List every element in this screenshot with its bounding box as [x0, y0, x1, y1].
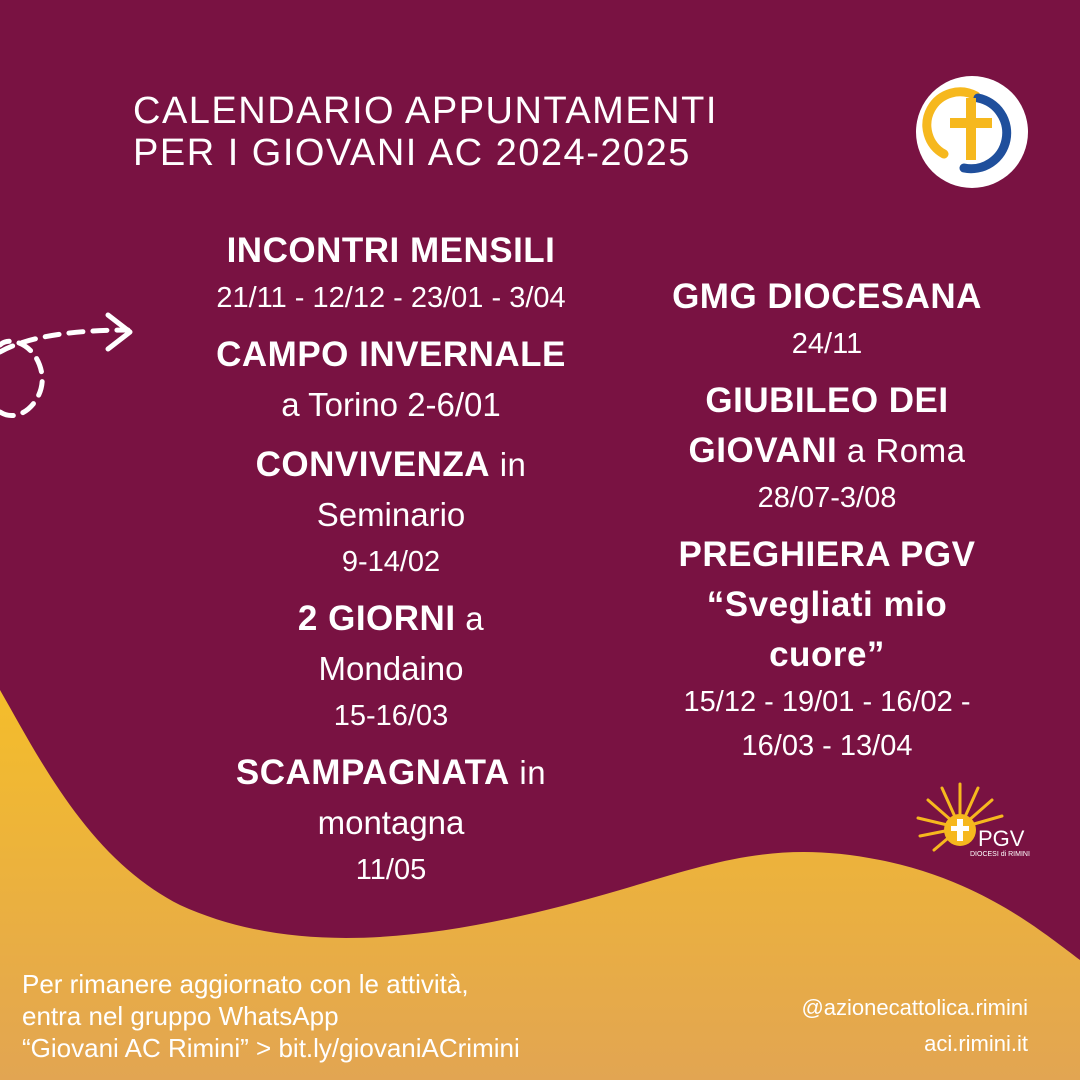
- event-gmg-diocesana: [646, 272, 1008, 366]
- event-title-suffix: in: [509, 754, 547, 791]
- event-title: 2 GIORNI: [297, 599, 456, 638]
- event-preghiera-pgv: [646, 530, 1008, 768]
- event-details: a Torino 2-6/01: [281, 386, 501, 423]
- event-dates: 9-14/02: [341, 546, 441, 578]
- ac-logo-icon: [916, 76, 1028, 188]
- dashed-loop-arrow-icon: [0, 330, 128, 416]
- event-giubileo: [646, 376, 1008, 520]
- footer-line-2: entra nel gruppo WhatsApp: [22, 1001, 339, 1031]
- event-title: CONVIVENZA: [255, 445, 491, 484]
- event-dates: 11/05: [355, 854, 427, 886]
- event-2-giorni: [176, 594, 606, 738]
- left-events-column: [176, 226, 606, 892]
- instagram-handle[interactable]: @azionecattolica.rimini: [801, 995, 1028, 1020]
- event-title-suffix: a Roma: [837, 432, 966, 469]
- event-dates: 15-16/03: [333, 700, 449, 732]
- event-dates: 28/07-3/08: [757, 482, 897, 514]
- page-title: [133, 90, 718, 174]
- event-dates: 21/11 - 12/12 - 23/01 - 3/04: [216, 282, 566, 314]
- title-line-2: PER I GIOVANI AC 2024-2025: [133, 132, 691, 174]
- event-dates-1: 15/12 - 19/01 - 16/02 -: [683, 686, 971, 718]
- event-title: PREGHIERA PGV: [678, 535, 976, 574]
- event-subtitle-1: “Svegliati mio: [706, 585, 948, 624]
- event-title: GMG DIOCESANA: [672, 277, 982, 316]
- event-incontri-mensili: [176, 226, 606, 320]
- event-campo-invernale: [176, 330, 606, 430]
- event-title-2: GIOVANI: [688, 431, 838, 470]
- event-scampagnata: [176, 748, 606, 892]
- footer-whatsapp-info: [22, 968, 520, 1064]
- ac-logo: [916, 76, 1028, 188]
- event-title: GIUBILEO DEI: [705, 381, 949, 420]
- event-dates-2: 16/03 - 13/04: [741, 730, 913, 762]
- event-title-suffix: a: [455, 600, 485, 637]
- event-subtitle-2: cuore”: [769, 635, 885, 674]
- right-events-column: [646, 272, 1008, 768]
- pgv-logo: [912, 776, 1032, 864]
- footer-contacts: [801, 990, 1028, 1062]
- pgv-logo-subtext: DIOCESI di RIMINI: [970, 851, 1030, 858]
- event-dates: 24/11: [791, 328, 863, 360]
- footer-line-1: Per rimanere aggiornato con le attività,: [22, 969, 469, 999]
- event-location: Seminario: [316, 496, 466, 533]
- event-title: SCAMPAGNATA: [235, 753, 510, 792]
- title-line-1: CALENDARIO APPUNTAMENTI: [133, 90, 718, 132]
- pgv-logo-icon: [912, 776, 1032, 864]
- event-convivenza: [176, 440, 606, 584]
- pgv-logo-text: PGV: [978, 826, 1025, 851]
- website-link[interactable]: aci.rimini.it: [924, 1031, 1028, 1056]
- footer-line-3[interactable]: “Giovani AC Rimini” > bit.ly/giovaniACrimini: [22, 1033, 520, 1063]
- event-location: montagna: [317, 804, 465, 841]
- event-title: CAMPO INVERNALE: [216, 335, 566, 374]
- event-title: INCONTRI MENSILI: [226, 231, 556, 270]
- event-location: Mondaino: [318, 650, 464, 687]
- event-title-suffix: in: [490, 446, 527, 483]
